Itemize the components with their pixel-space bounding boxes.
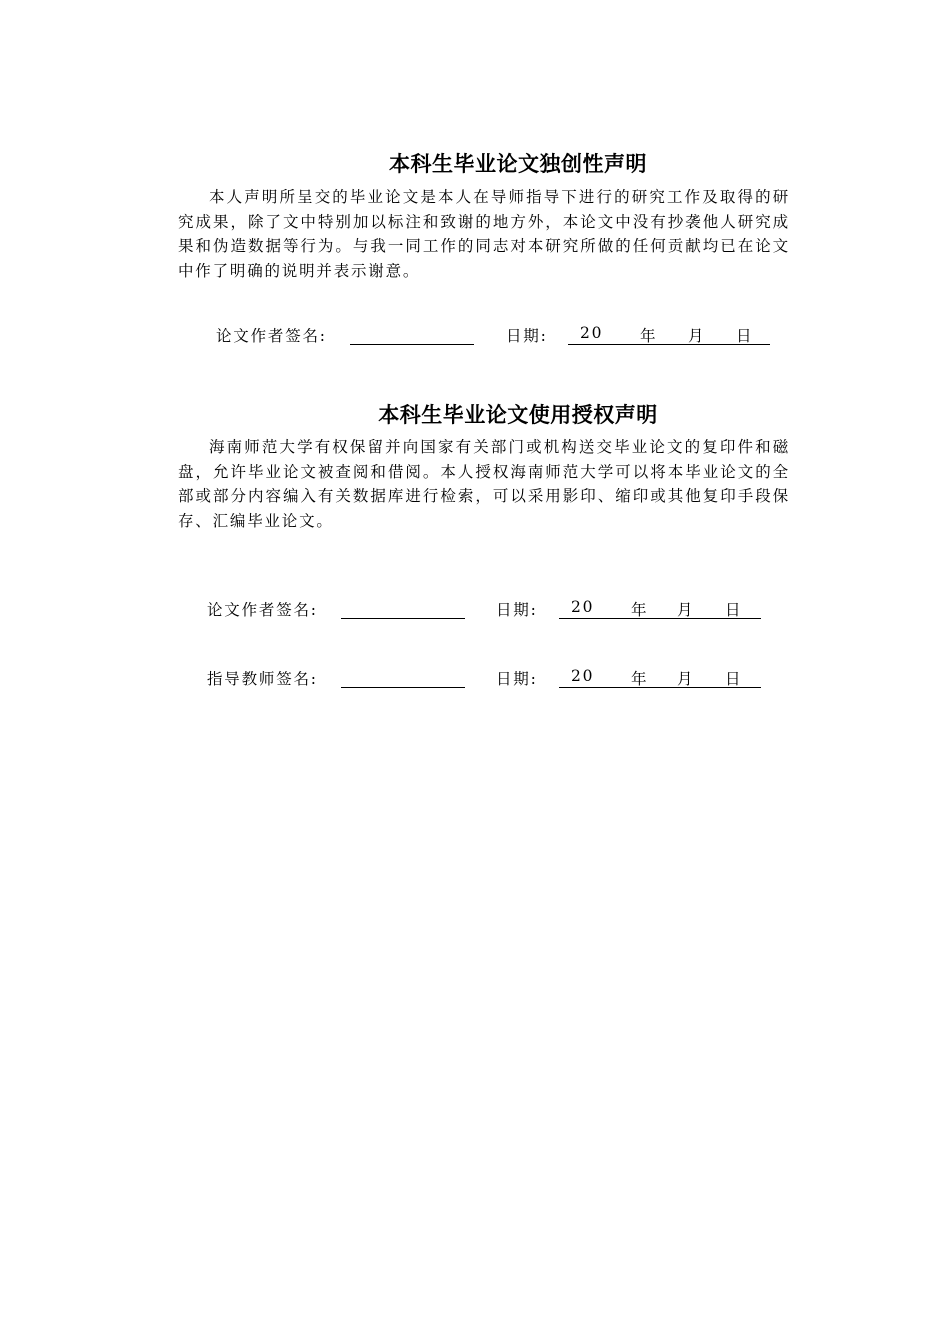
date-year-prefix: 20: [571, 598, 595, 616]
author-signature-line[interactable]: [341, 618, 465, 619]
date-month-unit: 月: [677, 601, 695, 619]
date-label: 日期:: [496, 601, 538, 619]
date-day-unit: 日: [725, 670, 743, 688]
date-month-unit: 月: [677, 670, 695, 688]
authorization-author-row: [207, 598, 767, 620]
date-label: 日期:: [506, 327, 548, 345]
authorization-title: 本科生毕业论文使用授权声明: [378, 403, 658, 427]
author-signature-label: 论文作者签名:: [216, 327, 327, 345]
originality-body: 本人声明所呈交的毕业论文是本人在导师指导下进行的研究工作及取得的研究成果，除了文中特别加以标注和致谢的地方外，本论文中没有抄袭他人研究成果和伪造数据等行为。与我一同工作的同志对本研究所做的任何贡献均已在论文中作了明确的说明并表示谢意。: [178, 188, 790, 280]
author-signature-label: 论文作者签名:: [207, 601, 318, 619]
authorization-advisor-row: [207, 667, 767, 689]
date-year-prefix: 20: [571, 667, 595, 685]
date-label: 日期:: [496, 670, 538, 688]
date-year-prefix: 20: [580, 324, 604, 342]
date-month-unit: 月: [688, 327, 706, 345]
originality-title: 本科生毕业论文独创性声明: [389, 152, 647, 176]
advisor-signature-line[interactable]: [341, 687, 465, 688]
date-day-unit: 日: [736, 327, 754, 345]
advisor-signature-label: 指导教师签名:: [207, 670, 318, 688]
date-day-unit: 日: [725, 601, 743, 619]
date-year-unit: 年: [640, 327, 658, 345]
date-year-unit: 年: [631, 670, 649, 688]
originality-signature-row: [216, 324, 776, 346]
author-signature-line[interactable]: [350, 344, 474, 345]
date-year-unit: 年: [631, 601, 649, 619]
authorization-body: 海南师范大学有权保留并向国家有关部门或机构送交毕业论文的复印件和磁盘，允许毕业论文被查阅和借阅。本人授权海南师范大学可以将本毕业论文的全部或部分内容编入有关数据库进行检索，可以采用影印、缩印或其他复印手段保存、汇编毕业论文。: [178, 438, 790, 530]
